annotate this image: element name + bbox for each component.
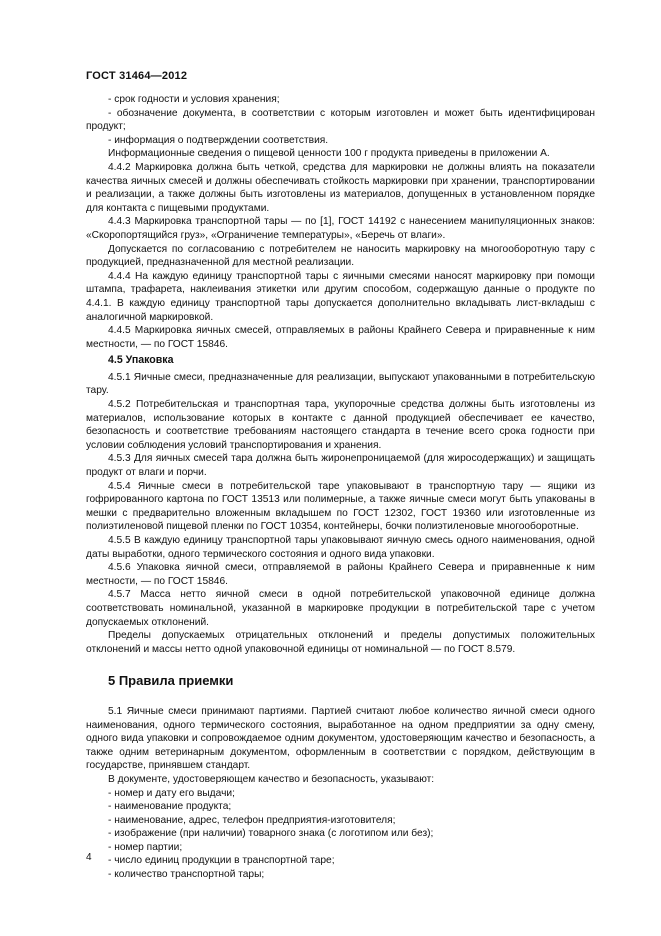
clause-4-5-2: 4.5.2 Потребительская и транспортная тара, укупорочные средства должны быть изготовлены из материалов, использование которых в контакте с данной продукцией обеспечивает ее качество, безопасность и соответствие требованиям настоящего стандарта в течение всего срока годности при условии соблюдения условий транспортирования и хранения. <box>86 399 595 451</box>
clause-4-5-6: 4.5.6 Упаковка яичной смеси, отправляемой в районы Крайнего Севера и приравненные к ним местности, — по ГОСТ 15846. <box>86 562 595 587</box>
list-item: - обозначение документа, в соответствии с которым изготовлен и может быть идентифицирован продукт; <box>86 107 595 133</box>
clause-4-4-5: 4.4.5 Маркировка яичных смесей, отправляемых в районы Крайнего Севера и приравненные к ним местности, — по ГОСТ 15846. <box>86 325 595 350</box>
list-item: - наименование продукта; <box>108 801 232 813</box>
list-item: - число единиц продукции в транспортной таре; <box>108 855 335 867</box>
list-item: - номер и дату его выдачи; <box>108 787 235 799</box>
clause-4-5-3: 4.5.3 Для яичных смесей тара должна быть жиронепроницаемой (для жиросодержащих) и защищать продукт от влаги и порчи. <box>86 453 595 479</box>
clause-4-5-5: 4.5.5 В каждую единицу транспортной тары упаковывают яичную смесь одного наименования, одной даты выработки, одного термического состояния и одного вида упаковки. <box>86 535 595 560</box>
list-item: - срок годности и условия хранения; <box>108 94 280 105</box>
paragraph: Пределы допускаемых отрицательных отклонений и пределы допустимых положительных отклонений и массы нетто одной упаковочной единицы от номинальной — по ГОСТ 8.579. <box>86 630 595 655</box>
clause-4-4-4: 4.4.4 На каждую единицу транспортной тары с яичными смесями наносят маркировку при помощи штампа, трафарета, наклеивания этикетки или другим способом, содержащую данные о продукте по 4.4.1. В каждую единицу транспортной тары допускается дополнительно вкладывать лист-вкладыш с аналогичной маркировкой. <box>86 270 595 323</box>
page-number: 4 <box>86 852 92 863</box>
clause-4-4-3: 4.4.3 Маркировка транспортной тары — по [1], ГОСТ 14192 с нанесением манипуляционных знаков: «Скоропортящийся груз», «Ограничение температуры», «Беречь от влаги». <box>86 216 595 241</box>
clause-4-4-2: 4.4.2 Маркировка должна быть четкой, средства для маркировки не должны влиять на показатели качества яичных смесей и должны обеспечивать стойкость маркировки при хранении, транспортировании и реализации, а также должны быть изготовлены из материалов, допущенных в установленном порядке для контакта с пищевыми продуктами. <box>86 161 595 214</box>
list-item: - номер партии; <box>108 841 183 853</box>
list-item: - информация о подтверждении соответствия. <box>108 134 329 146</box>
list-item: - изображение (при наличии) товарного знака (с логотипом или без); <box>108 828 434 840</box>
paragraph: В документе, удостоверяющем качество и безопасность, указывают: <box>108 773 435 785</box>
clause-4-5-7: 4.5.7 Масса нетто яичной смеси в одной потребительской упаковочной единице должна соответствовать номинальной, указанной в маркировке продукции в потребительской таре с учетом допускаемых отклонений. <box>86 589 595 628</box>
list-item: - количество транспортной тары; <box>108 869 265 881</box>
paragraph: Информационные сведения о пищевой ценности 100 г продукта приведены в приложении А. <box>108 148 550 160</box>
section-heading: 5 Правила приемки <box>108 673 234 689</box>
clause-4-5-1: 4.5.1 Яичные смеси, предназначенные для реализации, выпускают упакованными в потребительскую тару. <box>86 371 595 397</box>
subsection-heading: 4.5 Упаковка <box>108 354 174 367</box>
page-body <box>86 93 595 882</box>
clause-4-5-4: 4.5.4 Яичные смеси в потребительской таре упаковывают в транспортную тару — ящики из гофрированного картона по ГОСТ 13513 или полимерные, а также яичные смеси могут быть упакованы в мешки с предварительно вложенным вкладышем по ГОСТ 12302, ГОСТ 19360 или изготовленные из полиэтиленовой пищевой пленки по ГОСТ 10354, контейнеры, бочки полиэтиленовые многооборотные. <box>86 480 595 533</box>
page-header: ГОСТ 31464—2012 <box>86 70 188 82</box>
list-item: - наименование, адрес, телефон предприятия-изготовителя; <box>108 814 396 826</box>
paragraph: Допускается по согласованию с потребителем не наносить маркировку на многооборотную тару с продукцией, предназначенной для местной реализации. <box>86 243 595 269</box>
clause-5-1: 5.1 Яичные смеси принимают партиями. Партией считают любое количество яичной смеси одного наименования, одного термического состояния, выработанное на одном предприятии за одну смену, одного вида упаковки и сопровождаемое одним документом, удостоверяющим качество и безопасность, а также одним ветеринарным документом, оформленным в соответствии с порядком, действующим в государстве, принявшем стандарт. <box>86 705 595 772</box>
